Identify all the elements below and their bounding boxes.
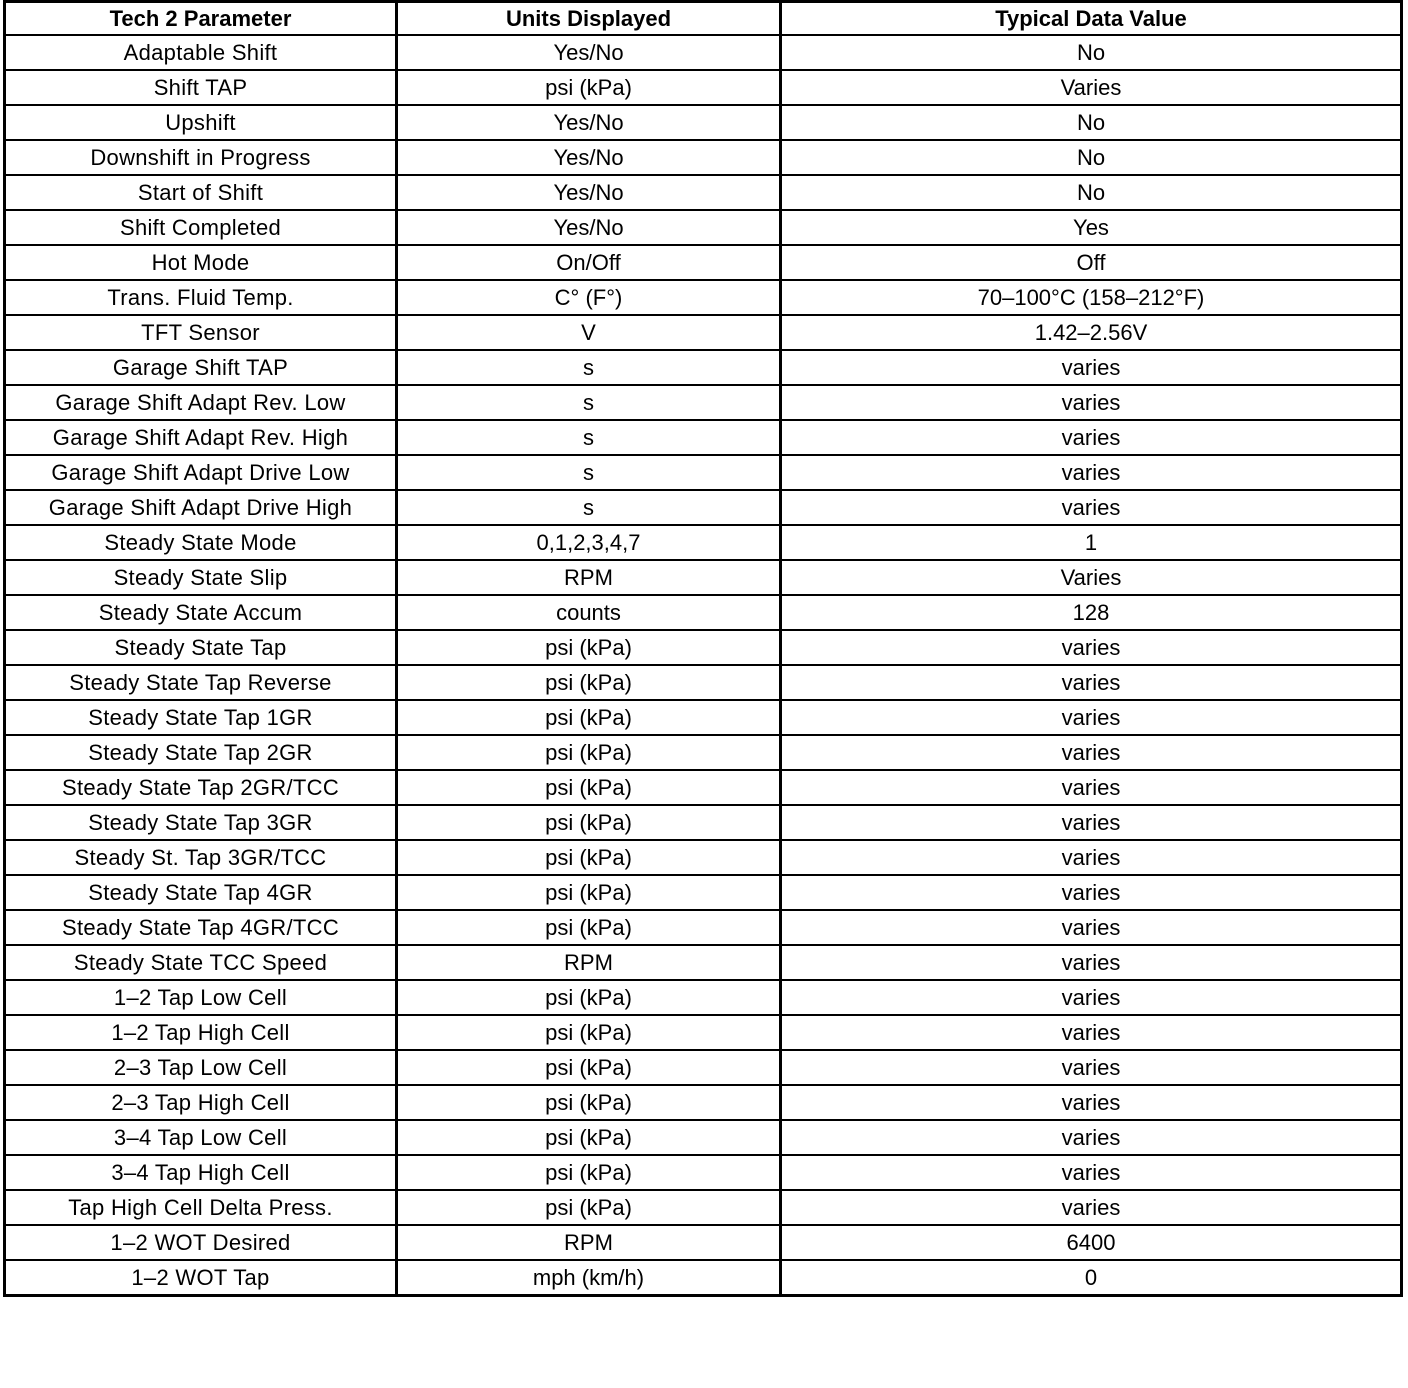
units-cell: counts xyxy=(397,595,781,630)
typical-value-cell: varies xyxy=(781,735,1402,770)
typical-value-cell: No xyxy=(781,175,1402,210)
parameter-cell: 1–2 WOT Desired xyxy=(5,1225,397,1260)
parameter-cell: Garage Shift Adapt Rev. Low xyxy=(5,385,397,420)
typical-value-cell: varies xyxy=(781,1190,1402,1225)
table-body xyxy=(5,35,1402,1296)
document-page xyxy=(3,0,1403,1382)
units-cell: RPM xyxy=(397,1225,781,1260)
table-row xyxy=(5,805,1402,840)
table-row xyxy=(5,245,1402,280)
typical-value-cell: varies xyxy=(781,910,1402,945)
units-cell: Yes/No xyxy=(397,210,781,245)
units-cell: RPM xyxy=(397,945,781,980)
header-row xyxy=(5,2,1402,36)
typical-value-cell: varies xyxy=(781,630,1402,665)
table-row xyxy=(5,35,1402,70)
typical-value-cell: varies xyxy=(781,490,1402,525)
table-row xyxy=(5,595,1402,630)
typical-value-cell: varies xyxy=(781,455,1402,490)
parameter-cell: Steady State TCC Speed xyxy=(5,945,397,980)
units-cell: psi (kPa) xyxy=(397,70,781,105)
table-row xyxy=(5,1050,1402,1085)
parameter-cell: Adaptable Shift xyxy=(5,35,397,70)
parameter-cell: Steady State Tap xyxy=(5,630,397,665)
units-cell: psi (kPa) xyxy=(397,700,781,735)
units-cell: Yes/No xyxy=(397,140,781,175)
typical-value-cell: varies xyxy=(781,420,1402,455)
typical-value-cell: Yes xyxy=(781,210,1402,245)
typical-value-cell: varies xyxy=(781,700,1402,735)
parameter-cell: Steady State Mode xyxy=(5,525,397,560)
typical-value-cell: varies xyxy=(781,840,1402,875)
units-cell: psi (kPa) xyxy=(397,875,781,910)
parameter-cell: Hot Mode xyxy=(5,245,397,280)
parameter-cell: Steady State Tap 2GR/TCC xyxy=(5,770,397,805)
units-cell: Yes/No xyxy=(397,175,781,210)
parameter-cell: Steady State Tap 4GR/TCC xyxy=(5,910,397,945)
table-row xyxy=(5,350,1402,385)
table-row xyxy=(5,560,1402,595)
typical-value-cell: 0 xyxy=(781,1260,1402,1296)
parameter-cell: Trans. Fluid Temp. xyxy=(5,280,397,315)
units-cell: psi (kPa) xyxy=(397,665,781,700)
table-row xyxy=(5,945,1402,980)
parameter-cell: Shift Completed xyxy=(5,210,397,245)
units-cell: Yes/No xyxy=(397,35,781,70)
header-tech2-parameter: Tech 2 Parameter xyxy=(5,2,397,36)
typical-value-cell: No xyxy=(781,105,1402,140)
parameter-cell: Shift TAP xyxy=(5,70,397,105)
typical-value-cell: Varies xyxy=(781,560,1402,595)
parameter-cell: 1–2 Tap High Cell xyxy=(5,1015,397,1050)
parameter-cell: Steady State Accum xyxy=(5,595,397,630)
units-cell: Yes/No xyxy=(397,105,781,140)
table-row xyxy=(5,700,1402,735)
units-cell: s xyxy=(397,420,781,455)
typical-value-cell: No xyxy=(781,35,1402,70)
typical-value-cell: varies xyxy=(781,385,1402,420)
table-row xyxy=(5,210,1402,245)
units-cell: 0,1,2,3,4,7 xyxy=(397,525,781,560)
typical-value-cell: varies xyxy=(781,770,1402,805)
typical-value-cell: No xyxy=(781,140,1402,175)
units-cell: psi (kPa) xyxy=(397,1085,781,1120)
parameter-cell: Steady State Tap 4GR xyxy=(5,875,397,910)
parameter-cell: Tap High Cell Delta Press. xyxy=(5,1190,397,1225)
typical-value-cell: varies xyxy=(781,1050,1402,1085)
parameter-cell: Garage Shift TAP xyxy=(5,350,397,385)
typical-value-cell: varies xyxy=(781,1085,1402,1120)
table-row xyxy=(5,840,1402,875)
units-cell: psi (kPa) xyxy=(397,1120,781,1155)
table-row xyxy=(5,735,1402,770)
table-row xyxy=(5,385,1402,420)
units-cell: psi (kPa) xyxy=(397,980,781,1015)
table-row xyxy=(5,1155,1402,1190)
table-row xyxy=(5,770,1402,805)
typical-value-cell: varies xyxy=(781,350,1402,385)
table-row xyxy=(5,455,1402,490)
parameter-cell: 1–2 WOT Tap xyxy=(5,1260,397,1296)
typical-value-cell: Varies xyxy=(781,70,1402,105)
units-cell: psi (kPa) xyxy=(397,1155,781,1190)
typical-value-cell: 1 xyxy=(781,525,1402,560)
parameter-cell: 2–3 Tap High Cell xyxy=(5,1085,397,1120)
typical-value-cell: varies xyxy=(781,1120,1402,1155)
parameter-cell: Garage Shift Adapt Drive High xyxy=(5,490,397,525)
typical-value-cell: varies xyxy=(781,875,1402,910)
typical-value-cell: 6400 xyxy=(781,1225,1402,1260)
table-header xyxy=(5,2,1402,36)
units-cell: psi (kPa) xyxy=(397,1190,781,1225)
units-cell: psi (kPa) xyxy=(397,840,781,875)
table-row xyxy=(5,665,1402,700)
parameter-cell: Downshift in Progress xyxy=(5,140,397,175)
parameter-cell: 1–2 Tap Low Cell xyxy=(5,980,397,1015)
table-row xyxy=(5,1190,1402,1225)
parameter-cell: Garage Shift Adapt Rev. High xyxy=(5,420,397,455)
table-row xyxy=(5,140,1402,175)
typical-value-cell: varies xyxy=(781,1155,1402,1190)
parameter-cell: 2–3 Tap Low Cell xyxy=(5,1050,397,1085)
table-row xyxy=(5,910,1402,945)
typical-value-cell: varies xyxy=(781,980,1402,1015)
table-row xyxy=(5,315,1402,350)
table-row xyxy=(5,70,1402,105)
table-row xyxy=(5,525,1402,560)
units-cell: mph (km/h) xyxy=(397,1260,781,1296)
units-cell: s xyxy=(397,455,781,490)
table-row xyxy=(5,280,1402,315)
table-row xyxy=(5,490,1402,525)
units-cell: psi (kPa) xyxy=(397,735,781,770)
parameter-cell: Start of Shift xyxy=(5,175,397,210)
parameter-cell: 3–4 Tap High Cell xyxy=(5,1155,397,1190)
units-cell: psi (kPa) xyxy=(397,910,781,945)
units-cell: On/Off xyxy=(397,245,781,280)
table-row xyxy=(5,875,1402,910)
parameter-cell: Steady State Tap 3GR xyxy=(5,805,397,840)
table-row xyxy=(5,1015,1402,1050)
typical-value-cell: Off xyxy=(781,245,1402,280)
typical-value-cell: 70–100°C (158–212°F) xyxy=(781,280,1402,315)
parameter-cell: TFT Sensor xyxy=(5,315,397,350)
parameter-cell: Steady State Slip xyxy=(5,560,397,595)
table-row xyxy=(5,630,1402,665)
parameter-cell: Steady State Tap Reverse xyxy=(5,665,397,700)
table-row xyxy=(5,420,1402,455)
typical-value-cell: varies xyxy=(781,665,1402,700)
table-row xyxy=(5,1120,1402,1155)
units-cell: V xyxy=(397,315,781,350)
units-cell: psi (kPa) xyxy=(397,630,781,665)
parameter-cell: Garage Shift Adapt Drive Low xyxy=(5,455,397,490)
units-cell: RPM xyxy=(397,560,781,595)
units-cell: psi (kPa) xyxy=(397,805,781,840)
parameter-cell: Steady State Tap 1GR xyxy=(5,700,397,735)
typical-value-cell: varies xyxy=(781,945,1402,980)
header-units-displayed: Units Displayed xyxy=(397,2,781,36)
parameter-cell: Steady State Tap 2GR xyxy=(5,735,397,770)
parameter-cell: Steady St. Tap 3GR/TCC xyxy=(5,840,397,875)
table-row xyxy=(5,980,1402,1015)
parameter-cell: 3–4 Tap Low Cell xyxy=(5,1120,397,1155)
units-cell: psi (kPa) xyxy=(397,1015,781,1050)
typical-value-cell: 128 xyxy=(781,595,1402,630)
units-cell: C° (F°) xyxy=(397,280,781,315)
units-cell: psi (kPa) xyxy=(397,770,781,805)
typical-value-cell: 1.42–2.56V xyxy=(781,315,1402,350)
units-cell: s xyxy=(397,385,781,420)
units-cell: s xyxy=(397,490,781,525)
table-row xyxy=(5,1225,1402,1260)
typical-value-cell: varies xyxy=(781,1015,1402,1050)
parameter-table xyxy=(3,0,1403,1297)
table-row xyxy=(5,105,1402,140)
table-row xyxy=(5,175,1402,210)
header-typical-data-value: Typical Data Value xyxy=(781,2,1402,36)
table-row xyxy=(5,1260,1402,1296)
units-cell: s xyxy=(397,350,781,385)
typical-value-cell: varies xyxy=(781,805,1402,840)
parameter-cell: Upshift xyxy=(5,105,397,140)
table-row xyxy=(5,1085,1402,1120)
units-cell: psi (kPa) xyxy=(397,1050,781,1085)
